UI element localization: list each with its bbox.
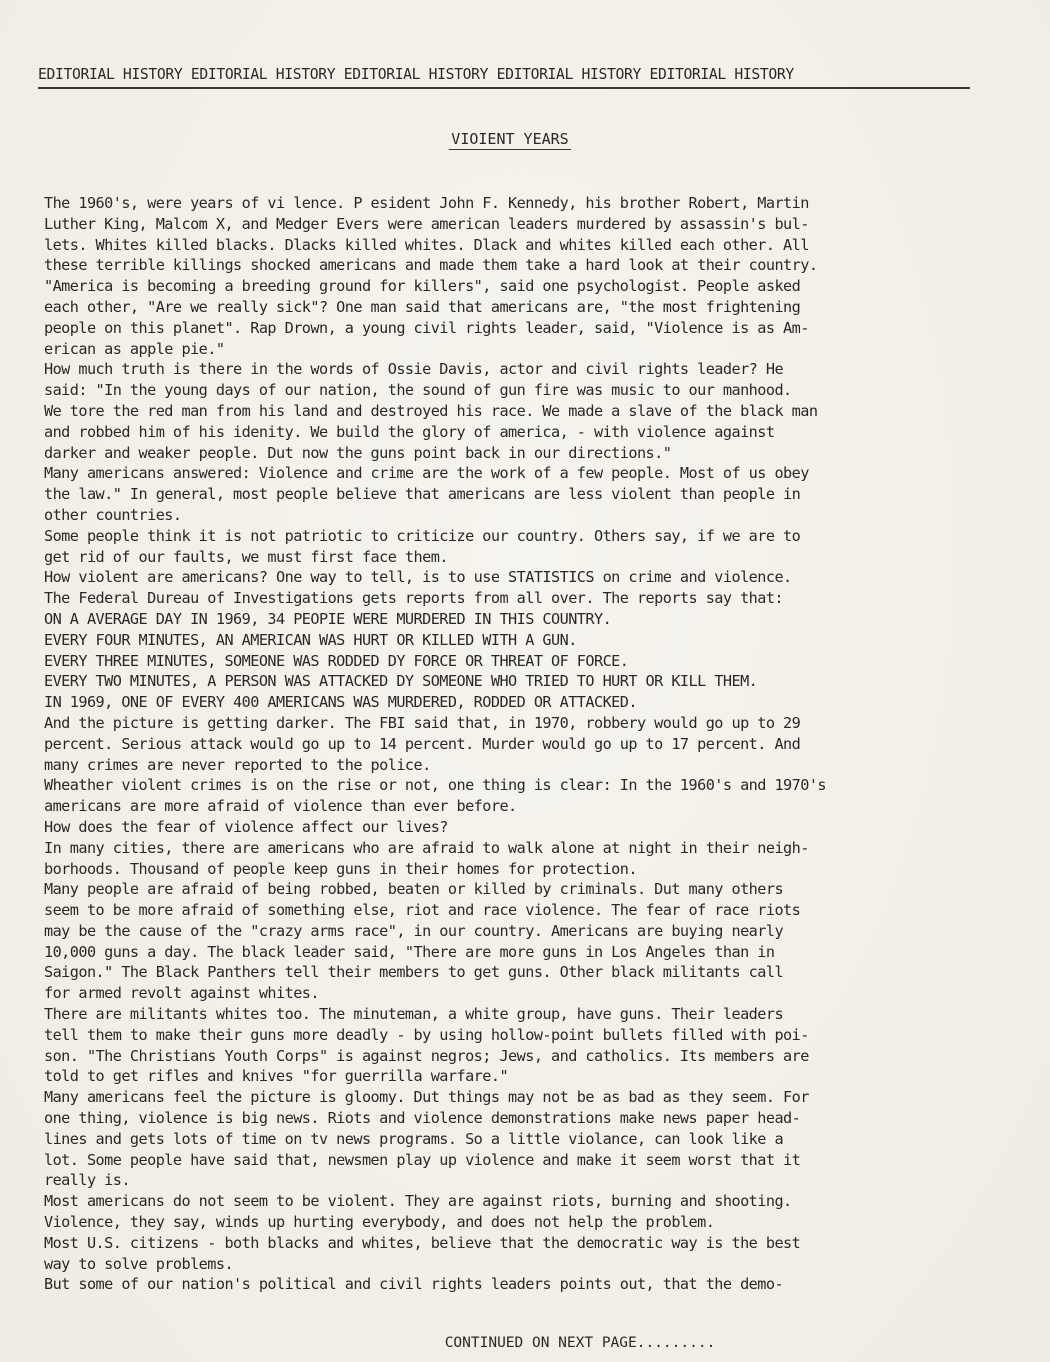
body-line: Violence, they say, winds up hurting everybody, and does not help the problem. (44, 1213, 715, 1232)
body-line: borhoods. Thousand of people keep guns in their homes for protection. (44, 859, 637, 878)
body-line: seem to be more afraid of something else, riot and race violence. The fear of race riots (44, 901, 801, 920)
body-line: said: "In the young days of our nation, the sound of gun fire was music to our manhood. (44, 381, 792, 400)
body-line: ON A AVERAGE DAY IN 1969, 34 PEOPIE WERE MURDERED IN THIS COUNTRY. (44, 609, 612, 628)
body-line: Many americans answered: Violence and crime are the work of a few people. Most of us obey (44, 464, 809, 483)
body-line: many crimes are never reported to the police. (44, 755, 431, 774)
body-line: Many people are afraid of being robbed, beaten or killed by criminals. Dut many others (44, 880, 784, 899)
body-line: EVERY THREE MINUTES, SOMEONE WAS RODDED DY FORCE OR THREAT OF FORCE. (44, 651, 629, 670)
article-body (44, 193, 974, 1295)
body-line: Wheather violent crimes is on the rise or not, one thing is clear: In the 1960's and 1970's (44, 776, 827, 795)
body-line: lot. Some people have said that, newsmen play up violence and make it seem worst that it (44, 1150, 801, 1169)
body-line: Many americans feel the picture is gloomy. Dut things may not be as bad as they seem. For (44, 1088, 809, 1107)
body-line: IN 1969, ONE OF EVERY 400 AMERICANS WAS MURDERED, RODDED OR ATTACKED. (44, 693, 637, 712)
body-line: erican as apple pie." (44, 339, 225, 358)
body-line: EVERY FOUR MINUTES, AN AMERICAN WAS HURT OR KILLED WITH A GUN. (44, 630, 577, 649)
body-line: son. "The Christians Youth Corps" is against negros; Jews, and catholics. Its members are (44, 1046, 809, 1065)
body-line: Luther King, Malcom X, and Medger Evers were american leaders murdered by assassin's bul- (44, 214, 809, 233)
body-line: Some people think it is not patriotic to criticize our country. Others say, if we are to (44, 526, 801, 545)
body-line: told to get rifles and knives "for guerrilla warfare." (44, 1067, 509, 1086)
body-line: How much truth is there in the words of Ossie Davis, actor and civil rights leader? He (44, 360, 784, 379)
body-line: may be the cause of the "crazy arms race", in our country. Americans are buying nearly (44, 921, 784, 940)
body-line: lets. Whites killed blacks. Dlacks killed whites. Dlack and whites killed each other. All (44, 235, 809, 254)
body-line: In many cities, there are americans who are afraid to walk alone at night in their neigh- (44, 838, 809, 857)
body-line: get rid of our faults, we must first face them. (44, 547, 448, 566)
body-line: one thing, violence is big news. Riots and violence demonstrations make news paper head- (44, 1109, 801, 1128)
body-line: Most U.S. citizens - both blacks and whites, believe that the democratic way is the best (44, 1233, 801, 1252)
body-line: Most americans do not seem to be violent. They are against riots, burning and shooting. (44, 1192, 792, 1211)
continued-note: CONTINUED ON NEXT PAGE......... (444, 1335, 716, 1351)
body-line: other countries. (44, 505, 182, 524)
body-line: How violent are americans? One way to tell, is to use STATISTICS on crime and violence. (44, 568, 792, 587)
body-line: tell them to make their guns more deadly - by using hollow-point bullets filled with poi- (44, 1025, 809, 1044)
body-line: really is. (44, 1171, 130, 1190)
article-title-wrapper (0, 130, 1050, 150)
body-line: americans are more afraid of violence than ever before. (44, 797, 517, 816)
body-line: The 1960's, were years of vi lence. P esident John F. Kennedy, his brother Robert, Martin (44, 194, 809, 212)
article-title: VIOIENT YEARS (451, 130, 569, 148)
body-line: the law." In general, most people believe that americans are less violent than people in (44, 485, 801, 504)
body-line: There are militants whites too. The minuteman, a white group, have guns. Their leaders (44, 1005, 784, 1024)
body-line: lines and gets lots of time on tv news programs. So a little violance, can look like a (44, 1129, 784, 1148)
body-line: percent. Serious attack would go up to 14 percent. Murder would go up to 17 percent. And (44, 734, 801, 753)
body-line: these terrible killings shocked americans and made them take a hard look at their country. (44, 256, 818, 275)
body-line: The Federal Dureau of Investigations gets reports from all over. The reports say that: (44, 589, 784, 608)
continued-note-wrapper (0, 1334, 1050, 1352)
body-line: each other, "Are we really sick"? One man said that americans are, "the most frightening (44, 297, 801, 316)
body-line: We tore the red man from his land and destroyed his race. We made a slave of the black man (44, 401, 818, 420)
body-line: for armed revolt against whites. (44, 984, 319, 1003)
body-line: EVERY TWO MINUTES, A PERSON WAS ATTACKED DY SOMEONE WHO TRIED TO HURT OR KILL THEM. (44, 672, 758, 691)
body-line: darker and weaker people. Dut now the guns point back in our directions." (44, 443, 672, 462)
body-line: way to solve problems. (44, 1254, 234, 1273)
section-header: EDITORIAL HISTORY EDITORIAL HISTORY EDITORIAL HISTORY EDITORIAL HISTORY EDITORIAL HISTORY (38, 66, 970, 89)
body-line: and robbed him of his idenity. We build the glory of america, - with violence against (44, 422, 775, 441)
body-line: And the picture is getting darker. The FBI said that, in 1970, robbery would go up to 29 (44, 713, 801, 732)
body-line: "America is becoming a breeding ground for killers", said one psychologist. People asked (44, 277, 801, 296)
body-line: Saigon." The Black Panthers tell their members to get guns. Other black militants call (44, 963, 784, 982)
body-line: people on this planet". Rap Drown, a young civil rights leader, said, "Violence is as Am- (44, 318, 809, 337)
body-line: But some of our nation's political and civil rights leaders points out, that the demo- (44, 1275, 784, 1294)
body-line: How does the fear of violence affect our lives? (44, 817, 448, 836)
body-line: 10,000 guns a day. The black leader said, "There are more guns in Los Angeles than in (44, 942, 775, 961)
